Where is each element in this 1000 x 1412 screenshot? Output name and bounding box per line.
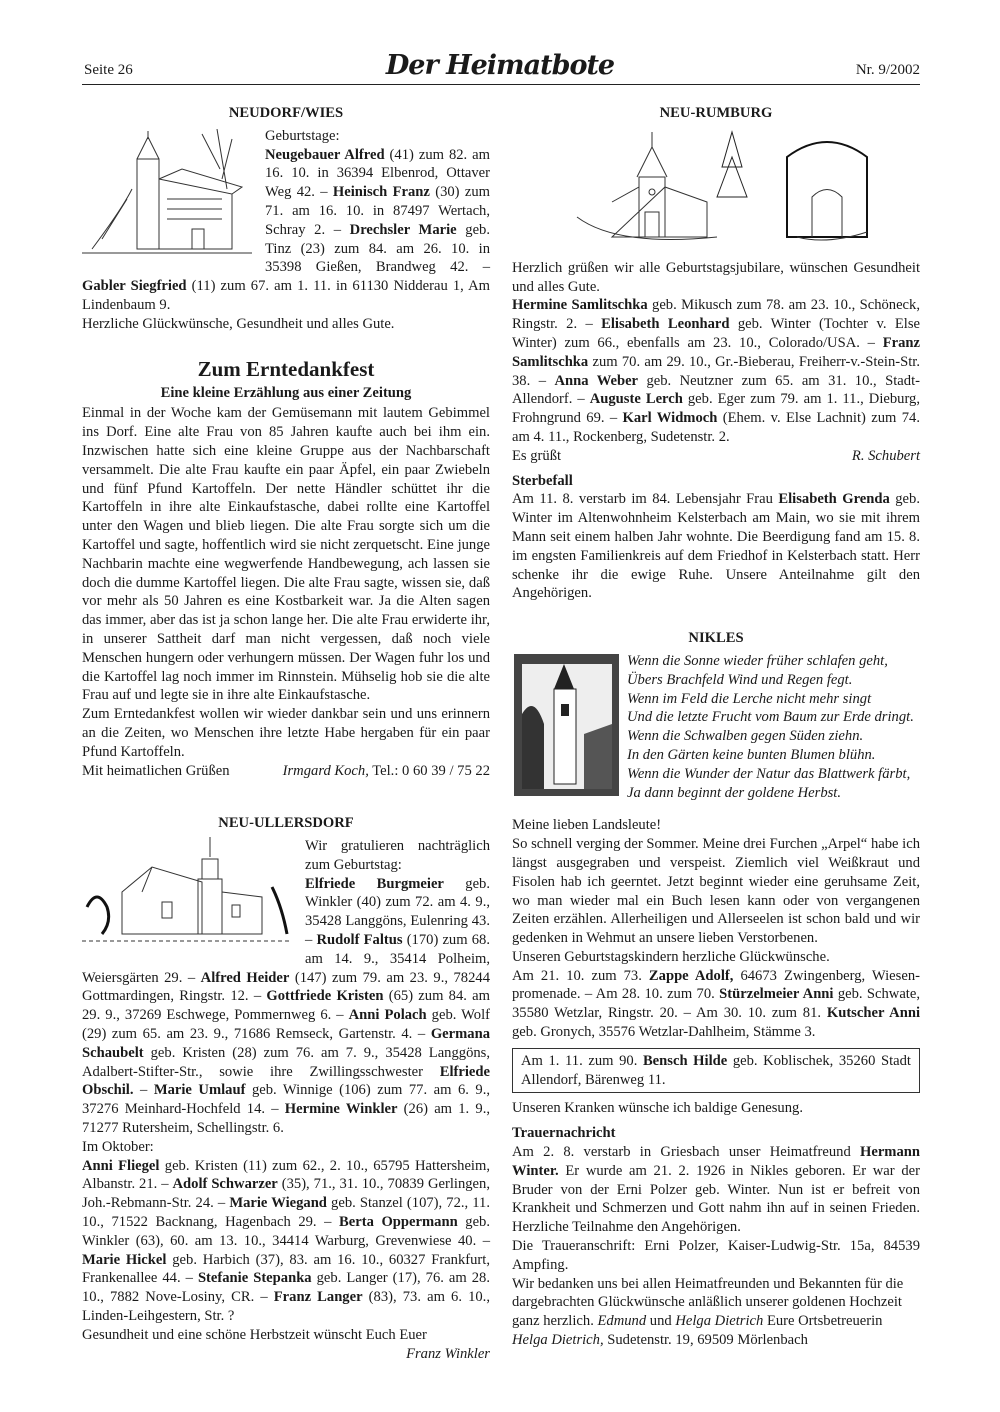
person-name: Elisabeth Leonhard — [601, 316, 730, 333]
text-run: Sudetenstr. 19, 69509 Mörlenbach — [603, 1332, 808, 1349]
text-run: 64673 Zwingenberg, Wiesenpromenade. – Am 28. 10. zum 70. — [512, 967, 920, 1003]
text-run: geb. Langer (17), 76. am 28. 10., 7882 Nove-Losiny, CR. – — [82, 1270, 490, 1306]
paragraph — [512, 802, 920, 835]
text-run: Am 2. 8. verstarb in Griesbach unser Heimatfreund — [512, 1144, 860, 1161]
person-name: Stefanie Stepanka — [197, 1270, 312, 1287]
person-name: Gottfriede Kristen — [266, 988, 384, 1005]
text-run: geb. Winkler (63), 60. am 13. 10., 34414 Warburg, Grevenwiese 40. – — [82, 1214, 490, 1249]
text-run: Edmund — [597, 1313, 647, 1330]
text-run: geb. Stanzel (107), 72., 11. 10., 71522 Backnang, Hagenbach 29. – — [82, 1195, 490, 1231]
text-run: und — [646, 1313, 676, 1330]
text-run: Die Traueranschrift: Erni Polzer, Kaiser-Ludwig-Str. 15a, 84539 Ampfing. — [512, 1238, 920, 1273]
person-name: Heinisch Franz — [332, 184, 430, 201]
poem-line: Wenn die Wunder der Natur das Blattwerk färbt, — [627, 765, 911, 782]
text-run: geb. Kristen (11) zum 62., 2. 10., 65795 Hattersheim, Albanstr. 21. – — [82, 1157, 490, 1193]
right-column — [512, 104, 920, 1350]
text-run: Am 21. 10. zum 73. — [512, 967, 649, 984]
paragraph — [82, 315, 490, 334]
person-name: Neugebauer Alfred — [265, 146, 385, 163]
person-name: Zappe Adolf, — [648, 967, 734, 984]
poem-line: Wenn die Sonne wieder früher schlafen geht, — [627, 652, 888, 669]
paragraph — [521, 1052, 911, 1090]
person-name: Germana Schaubelt — [82, 1026, 490, 1061]
section-heading: NEU-ULLERSDORF — [218, 815, 354, 832]
left-column — [82, 104, 490, 1363]
section-nikles — [512, 629, 920, 1350]
poem-line: Ja dann beginnt der goldene Herbst. — [627, 784, 842, 801]
text-run: (11) zum 67. am 1. 11. in 61130 Nidderau 1, Am Lindenbaum 9. — [82, 278, 491, 313]
person-name: Elfriede Burgmeier — [305, 875, 444, 892]
person-name: Karl Widmoch — [622, 410, 718, 427]
text-run: geb. Schwate, 35580 Wetzlar, Ringstr. 20. – Am 30. 10. zum 81. — [512, 986, 920, 1022]
signature-line — [512, 447, 920, 466]
text-run: Meine lieben Landsleute! — [512, 817, 662, 834]
section-heading: NEUDORF/WIES — [228, 105, 344, 121]
text-run: (147) zum 79. am 23. 9., 78244 Gottmardingen, Ringstr. 12. – — [82, 969, 490, 1005]
person-name: Anni Fliegel — [82, 1157, 160, 1174]
author — [283, 762, 490, 781]
text-run: geb. Kristen (28) zum 76. am 7. 9., 35428 Langgöns, Adalbert-Stifter-Str., sowie ihre Zwillingsschwester — [82, 1044, 490, 1080]
text-run: geb. Koblischek, 35260 Stadt Allendorf, Bärenweg 11. — [521, 1052, 911, 1088]
text-run: Herzliche Glückwünsche, Gesundheit und alles Gute. — [82, 315, 395, 332]
text-run: geb. Wolf (29) zum 65. am 23. 9., 71686 Remseck, Gartenstr. 4. – — [82, 1007, 490, 1043]
poem-line: Wenn die Schwalben gegen Süden ziehn. — [627, 728, 864, 745]
text-run: Zum Erntedankfest wollen wir wieder dankbar sein und uns erinnern an die Zeiten, wo Menschen ihre letzte Habe hergaben für ein paar Pfund Kartoffeln. — [82, 706, 490, 760]
chapel-sketch-image — [557, 127, 920, 255]
text-run: geb. Mikusch zum 78. am 23. 10., Schöneck, Ringstr. 2. – — [512, 297, 920, 333]
person-name: Hermine Samlitschka — [512, 297, 648, 314]
paragraph — [512, 296, 920, 446]
person-name: Marie Umlauf — [153, 1082, 246, 1099]
text-run: – — [133, 1082, 154, 1099]
person-name: Drechsler Marie — [349, 221, 457, 238]
poem-line: Wenn im Feld die Lerche nicht mehr singt — [627, 690, 872, 707]
text-run: zum 70. am 29. 10., Gr.-Bieberau, Freiherr-v.-Stein-Str. 38. – — [512, 353, 920, 389]
text-run: Er wurde am 21. 2. 1926 in Nikles geboren. Er war der Bruder von der Erni Polzer geb. Winter. Nun ist er befreit von Krankheit und Schmerzen und Gott nahm ihn auf in seinen Frieden. Herzliche Teilnahme den Angehörigen. — [512, 1162, 920, 1236]
paragraph — [82, 1138, 490, 1157]
text-run: geb. Harbich (37), 83. am 16. 10., 60327 Frankfurt, Frankenallee 44. – — [82, 1251, 490, 1287]
person-name: Bensch Hilde — [642, 1052, 728, 1069]
section-erntedankfest — [82, 356, 490, 781]
person-name: Marie Wiegand — [229, 1195, 327, 1212]
person-name: Alfred Heider — [200, 969, 290, 986]
person-name: Stürzelmeier Anni — [719, 986, 834, 1003]
text-run: geb. Neutzner zum 65. am 31. 10., Stadt-Allendorf. – — [512, 372, 920, 408]
person-name: Franz Langer — [273, 1289, 363, 1306]
page-number: Seite 26 — [84, 62, 133, 78]
text-run: (35), 71., 31. 10., 70839 Gerlingen, Joh.-Rebmann-Str. 24. – — [82, 1176, 490, 1212]
text-run: geb. Tinz (23) zum 84. am 26. 10. in 35398 Gießen, Brandweg 42. – — [265, 221, 490, 276]
person-name: Elfriede Obschil. — [82, 1063, 490, 1099]
subsection-heading: Sterbefall — [512, 472, 573, 489]
person-name: Franz Samlitschka — [512, 334, 920, 370]
text-run: geb. Eger zum 79. am 1. 11., Dieburg, Frohngrund 69. – — [512, 391, 920, 427]
person-name: Hermine Winkler — [284, 1101, 398, 1118]
section-neudorf — [82, 104, 490, 334]
paragraph — [512, 259, 920, 297]
author-phone: Tel.: 0 60 39 / 75 22 — [368, 762, 490, 779]
paragraph — [512, 490, 920, 603]
poem-line: In den Gärten keine bunten Blumen blühn. — [627, 746, 876, 763]
paragraph — [512, 948, 920, 967]
text-run: Geburtstage: — [265, 127, 340, 144]
text-run: (170) zum 68. am 14. 9., 35414 Polheim, Weiersgärten 29. – — [82, 932, 490, 986]
text-run: geb. Winnige (106) zum 77. am 6. 9., 37276 Meinhard-Hochfeld 14. – — [82, 1082, 490, 1118]
greeting: Es grüßt — [512, 447, 562, 464]
text-run: Helga Dietrich, — [512, 1332, 604, 1349]
paragraph — [82, 1326, 490, 1345]
paragraph — [512, 835, 920, 948]
paragraph — [512, 967, 920, 1042]
text-run: So schnell verging der Sommer. Meine drei Furchen „Arpel“ habe ich längst ausgegraben und verspeist. Ziemlich viel Weißkraut und Fisolen hab ich geerntet. Jetzt beginnt wieder eine geruhsame Zeit, wo man wieder mal ein Buch lesen kann oder von vergangenen Zeiten erzählen. Allerheiligen und Allerseelen ist schon bald und wir gedenken in Wehmut an unsere lieben Verstorbenen. — [512, 836, 920, 947]
text-run: Helga Dietrich — [675, 1313, 764, 1330]
text-run: (26) am 1. 9., 71277 Rutersheim, Schellingstr. 6. — [82, 1101, 491, 1137]
paragraph — [512, 1237, 920, 1275]
subsection-heading: Trauernachricht — [512, 1125, 616, 1142]
text-run: geb. Winter (Tochter v. Else Winter) zum 66., ebenfalls am 23. 10., Colorado/USA. – — [512, 316, 920, 351]
section-neu-rumburg — [512, 104, 920, 603]
text-run: Im Oktober: — [82, 1138, 154, 1155]
paragraph — [512, 1143, 920, 1237]
paragraph — [82, 1157, 490, 1326]
person-name: Auguste Lerch — [589, 391, 683, 408]
paragraph — [512, 1275, 920, 1350]
text-run: Unseren Geburtstagskindern herzliche Glückwünsche. — [512, 948, 830, 965]
person-name: Gabler Siegfried — [82, 278, 187, 295]
person-name: Hermann Winter. — [512, 1144, 920, 1179]
section-heading: NIKLES — [688, 630, 744, 647]
paragraph — [512, 1099, 920, 1118]
author-name: R. Schubert — [851, 447, 920, 464]
author-name: Irmgard Koch, — [282, 762, 369, 779]
church-sketch-image — [82, 837, 297, 952]
person-name: Anna Weber — [554, 372, 639, 389]
issue-number: Nr. 9/2002 — [855, 62, 920, 78]
text-run: (Ehem. v. Else Lachnit) zum 74. am 4. 11., Rockenberg, Sudetenstr. 2. — [512, 410, 920, 445]
section-heading: NEU-RUMBURG — [659, 105, 773, 121]
person-name: Anni Polach — [348, 1007, 427, 1024]
text-run: Eure Ortsbetreuerin — [763, 1313, 883, 1330]
poem-line: Übers Brachfeld Wind und Regen fegt. — [627, 671, 853, 688]
masthead-logo: Der Heimatbote — [385, 50, 615, 81]
person-name: Kutscher Anni — [826, 1005, 920, 1022]
header-rule — [82, 84, 920, 85]
text-run: Wir gratulieren nachträglich zum Geburtstag: — [305, 838, 490, 873]
highlight-box — [512, 1048, 920, 1094]
greeting: Mit heimatlichen Grüßen — [82, 762, 230, 779]
person-name: Elisabeth Grenda — [778, 491, 890, 508]
text-run: Am 1. 11. zum 90. — [521, 1052, 643, 1069]
text-run: geb. Winkler (40) zum 72. am 4. 9., 35428 Langgöns, Eulenring 43. – — [305, 875, 491, 949]
section-neu-ullersdorf — [82, 814, 490, 1363]
church-sketch-image — [82, 129, 257, 259]
paragraph — [82, 705, 490, 761]
article-title: Zum Erntedankfest — [197, 356, 375, 381]
text-run: Einmal in der Woche kam der Gemüsemann mit lautem Gebimmel ins Dorf. Eine alte Frau von 85 Jahren kaufte auch bei ihm ein. Inzwischen hatte sich eine kleine Gruppe aus der Nachbarschaft versammelt. Die alte Frau kaufte ein paar Äpfel, ein paar Zwiebeln und fünf Pfund Kartoffeln. Der nette Händler schüttet ihr die Kartoffeln in ihre alte Einkaufstasche, dabei rollte eine Kartoffel unter den Wagen und blieb liegen. Die alte Frau sorgte sich um die Kartoffel und sagte, hoffentlich wird sie nicht zerquetscht. Eine junge Nachbarin machte eine wegwerfende Handbewegung, ach lassen sie doch die dumme Kartoffel liegen. Die alte Frau sagte, wissen sie, daß vor mehr als 50 Jahren es eine Kostbarkeit war. Ja die Alten sagen das immer, aber das ist ja schon lange her. Die alte Frau erwiderte ihr, in unserer Sattheit darf man nicht vergessen, daß noch viele Menschen hungern oder verhungern müssen. Der Wagen fuhr los und die Kartoffel lag noch immer im Rinnstein. Mühselig hob sie die alte Frau auf und legte sie in ihre alte Einkaufstasche. — [82, 405, 490, 704]
church-tower-image — [514, 654, 619, 796]
text-run: (83), 73. am 6. 10., Linden-Leihgestern, Str. ? — [82, 1289, 490, 1325]
paragraph — [82, 404, 490, 705]
text-run: (65) zum 84. am 29. 9., 37269 Eschwege, Pommernweg 6. – — [82, 988, 490, 1024]
text-run: Gesundheit und eine schöne Herbstzeit wünscht Euch Euer — [82, 1326, 427, 1343]
text-run: (30) zum 71. am 16. 10. in 87497 Wertach, Schray 2. – — [265, 184, 490, 238]
signature-line — [82, 762, 490, 781]
person-name: Berta Oppermann — [339, 1214, 458, 1231]
text-run: Herzlich grüßen wir alle Geburtstagsjubilare, wünschen Gesundheit und alles Gute. — [512, 259, 920, 295]
text-run: (41) zum 82. am 16. 10. in 36394 Elbenrod, Ottaver Weg 42. – — [265, 146, 491, 201]
text-run: geb. Winter im Altenwohnheim Kelsterbach am Main, wo sie mit ihrem Mann seit einem halben Jahr wohnte. Die Beerdigung fand am 15. 8. im engsten Familienkreis auf dem Friedhof in Kelsterbach statt. Herr schenke ihr die ewige Ruhe. Unsere Anteilnahme gilt den Angehörigen. — [512, 491, 920, 602]
text-run: Unseren Kranken wünsche ich baldige Genesung. — [512, 1100, 803, 1117]
person-name: Marie Hickel — [82, 1251, 167, 1268]
article-subtitle: Eine kleine Erzählung aus einer Zeitung — [160, 384, 412, 401]
text-run: Wir bedanken uns bei allen Heimatfreunden und Bekannten für die dargebrachten Glückwünsche anläßlich unserer goldenen Hochzeit ganz herzlich. — [512, 1275, 904, 1330]
signature: Franz Winkler — [406, 1345, 490, 1362]
person-name: Rudolf Faltus — [316, 932, 403, 949]
person-name: Adolf Schwarzer — [172, 1176, 278, 1193]
text-run: Am 11. 8. verstarb im 84. Lebensjahr Frau — [512, 491, 779, 508]
poem-line: Und die letzte Frucht vom Baum zur Erde dringt. — [627, 709, 914, 726]
text-run: geb. Gronych, 35576 Wetzlar-Dahlheim, Stämme 3. — [512, 1024, 816, 1041]
